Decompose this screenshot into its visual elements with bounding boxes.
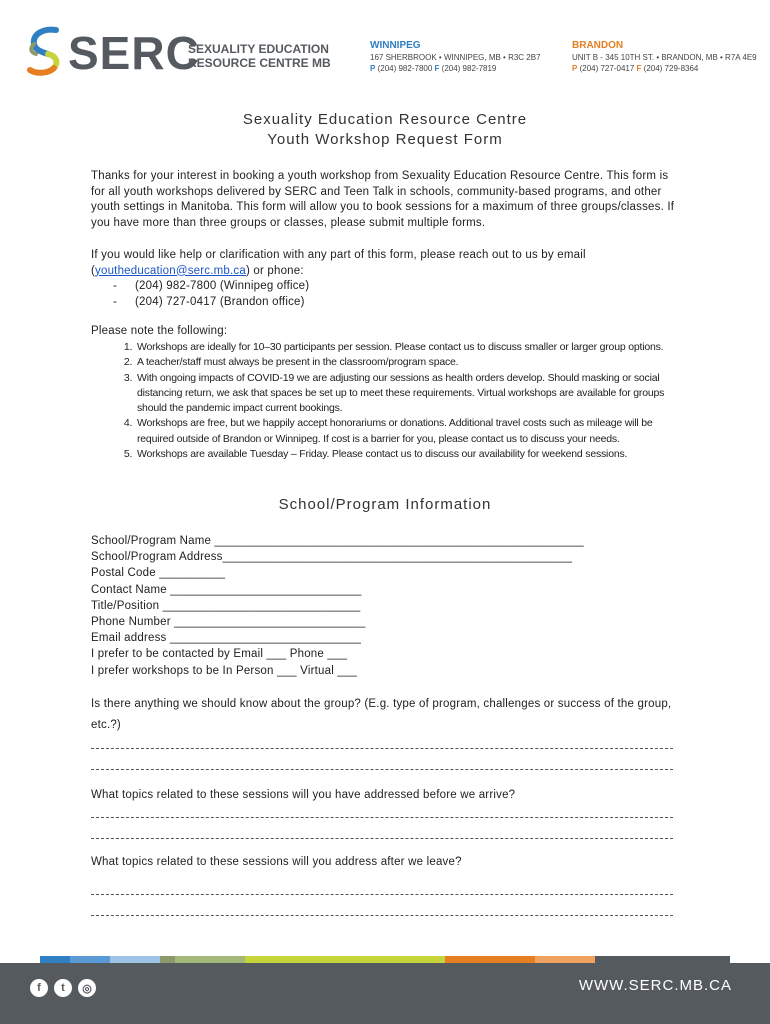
notes-list (91, 340, 681, 462)
logo-subtitle-line1: SEXUALITY EDUCATION (188, 42, 329, 56)
email-address-field[interactable]: Email address _____________________________ (91, 632, 362, 645)
note-item: 4. Workshops are free, but we happily accept honorariums or donations. Additional travel costs such as mileage will be required outside of Brandon or Winnipeg. If cost is a barrier for you, please contact us to discuss your needs. (135, 416, 681, 447)
note-item: 1. Workshops are ideally for 10–30 participants per session. Please contact us to discuss smaller or larger group options. (135, 340, 681, 355)
stripe-segment (175, 956, 245, 963)
answer-line[interactable] (91, 915, 673, 916)
section-title: School/Program Information (278, 496, 492, 513)
logo-wordmark: SERC (68, 27, 200, 79)
stripe-segment (40, 956, 70, 963)
note-item: 2. A teacher/staff must always be present in the classroom/program space. (135, 355, 681, 370)
answer-line[interactable] (91, 769, 673, 770)
brandon-office (572, 40, 757, 74)
winnipeg-fax-label: F (434, 64, 440, 73)
winnipeg-city: WINNIPEG (370, 40, 421, 51)
page-title: Sexuality Education Resource Centre (242, 111, 528, 128)
brandon-fax-label: F (636, 64, 642, 73)
contact-name-field[interactable]: Contact Name _____________________________ (91, 583, 362, 596)
stripe-segment (160, 956, 175, 963)
school-program-name-field[interactable]: School/Program Name ________________________________________________________ (91, 535, 584, 547)
twitter-icon[interactable]: t (54, 979, 72, 997)
brandon-phone-label: P (572, 64, 578, 73)
contact-preference-field[interactable]: I prefer to be contacted by Email ___ Phone ___ (91, 648, 348, 661)
stripe-segment (445, 956, 535, 963)
workshop-format-field[interactable]: I prefer workshops to be In Person ___ Virtual ___ (91, 664, 358, 677)
facebook-icon[interactable]: f (30, 979, 48, 997)
note-item: 3. With ongoing impacts of COVID-19 we are adjusting our sessions as health orders develop. Should masking or social distancing return, we ask that spaces be set up to meet these requirements. Virtual workshops are available for groups should the pandemic impact current bookings. (135, 371, 681, 417)
brandon-phone: (204) 727-0417 (579, 64, 635, 73)
school-program-address-field[interactable]: School/Program Address_____________________________________________________ (91, 551, 573, 564)
page-subtitle: Youth Workshop Request Form (267, 131, 503, 148)
question-topics-before: What topics related to these sessions will you have addressed before we arrive? (91, 789, 516, 801)
brandon-city: BRANDON (572, 40, 624, 51)
logo-subtitle (188, 42, 331, 70)
logo-subtitle-line2: RESOURCE CENTRE MB (188, 56, 331, 70)
serc-logo-mark-icon (26, 26, 64, 76)
notes-heading: Please note the following: (91, 325, 228, 337)
winnipeg-office (370, 40, 541, 74)
question-topics-after: What topics related to these sessions will you address after we leave? (91, 856, 462, 868)
phone-brandon: - (204) 727-0417 (Brandon office) (113, 295, 681, 311)
help-after-email: ) or phone: (245, 264, 304, 277)
help-text: If you would like help or clarification with any part of this form, please reach out to us by email (91, 249, 586, 261)
help-open-paren: ( (91, 264, 96, 277)
intro-paragraph: Thanks for your interest in booking a youth workshop from Sexuality Education Resource Centre. This form is for all youth workshops delivered by SERC and Teen Talk in schools, community-based programs, and other youth settings in Manitoba. This form will allow you to book sessions for a maximum of three groups/classes. If you have more than three groups or classes, please submit multiple forms. (91, 170, 675, 229)
footer-color-stripe (40, 956, 730, 963)
stripe-segment (70, 956, 110, 963)
question-group-info: Is there anything we should know about the group? (E.g. type of program, challenges or success of the group, etc.?) (91, 698, 672, 731)
stripe-segment (245, 956, 445, 963)
postal-code-field[interactable]: Postal Code __________ (91, 567, 226, 580)
winnipeg-phone-label: P (370, 64, 376, 73)
answer-line[interactable] (91, 838, 673, 839)
answer-line[interactable] (91, 817, 673, 818)
winnipeg-address: 167 SHERBROOK • WINNIPEG, MB • R3C 2B7 (370, 53, 541, 62)
answer-line[interactable] (91, 748, 673, 749)
answer-line[interactable] (91, 894, 673, 895)
winnipeg-contact (370, 63, 541, 74)
brandon-fax: (204) 729-8364 (643, 64, 699, 73)
phone-list (91, 279, 681, 310)
phone-number-field[interactable]: Phone Number _____________________________ (91, 616, 366, 629)
help-paragraph (91, 248, 681, 310)
instagram-icon[interactable]: ◎ (78, 979, 96, 997)
winnipeg-phone: (204) 982-7800 (377, 64, 433, 73)
note-item: 5. Workshops are available Tuesday – Friday. Please contact us to discuss our availability for weekend sessions. (135, 447, 681, 462)
email-link[interactable]: youtheducation@serc.mb.ca (95, 264, 246, 277)
brandon-contact (572, 63, 757, 74)
stripe-segment (535, 956, 595, 963)
stripe-segment (595, 956, 730, 963)
brandon-address: UNIT B - 345 10TH ST. • BRANDON, MB • R7A 4E9 (572, 53, 757, 62)
form-fields (91, 533, 584, 679)
stripe-segment (110, 956, 160, 963)
winnipeg-fax: (204) 982-7819 (441, 64, 497, 73)
title-position-field[interactable]: Title/Position ______________________________ (91, 599, 361, 612)
website-link[interactable]: WWW.SERC.MB.CA (578, 977, 732, 994)
phone-winnipeg: - (204) 982-7800 (Winnipeg office) (113, 279, 681, 295)
